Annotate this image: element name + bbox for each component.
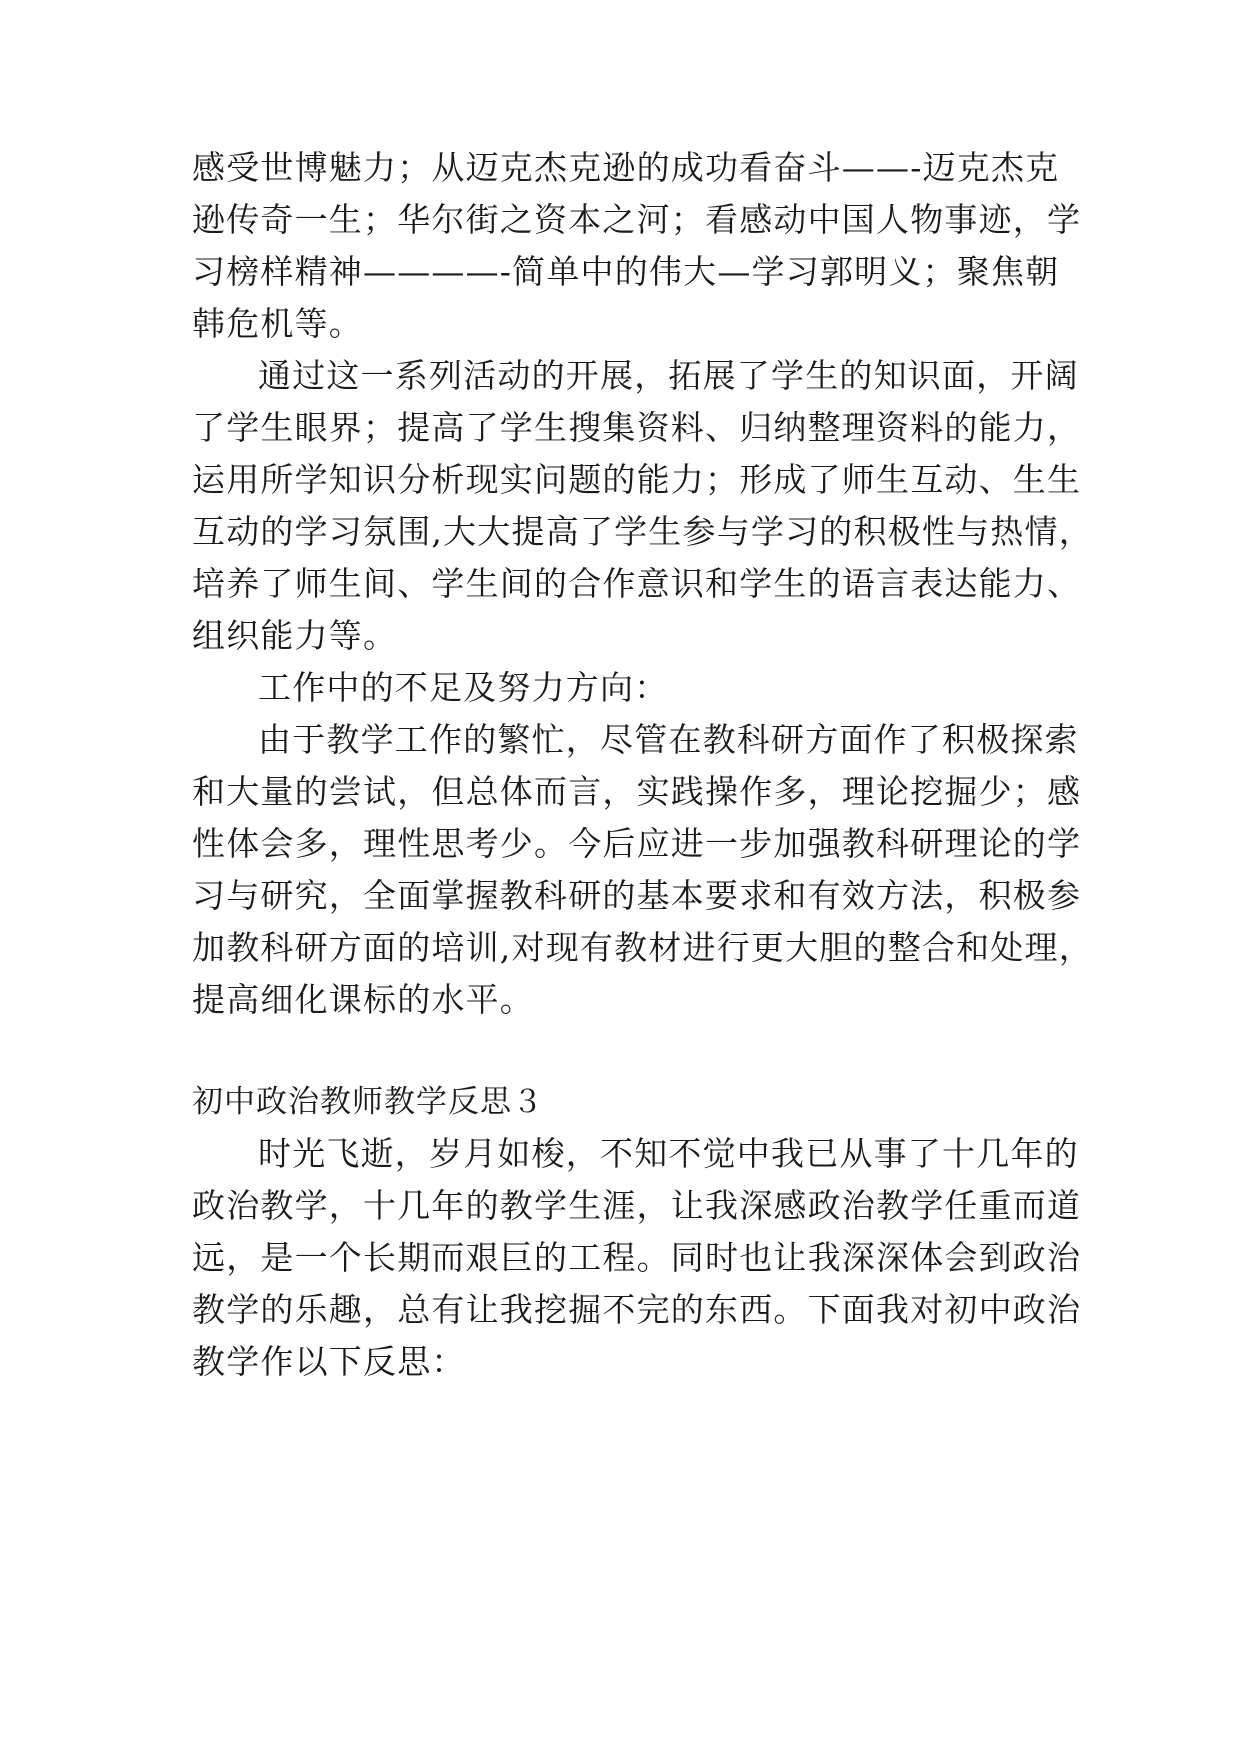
paragraph-5-line-1: 时光飞逝，岁月如梭，不知不觉中我已从事了十几年的 — [258, 1134, 1079, 1173]
paragraph-2-line-1: 通过这一系列活动的开展，拓展了学生的知识面，开阔 — [258, 356, 1079, 395]
paragraph-5-line-5: 教学作以下反思： — [192, 1342, 466, 1381]
paragraph-4-line-2: 和大量的尝试，但总体而言，实践操作多，理论挖掘少；感 — [192, 772, 1082, 811]
paragraph-2-line-5: 培养了师生间、学生间的合作意识和学生的语言表达能力、 — [192, 564, 1082, 603]
paragraph-1-line-4: 韩危机等。 — [192, 304, 363, 343]
paragraph-4-line-6: 提高细化课标的水平。 — [192, 980, 534, 1019]
paragraph-4-line-5: 加教科研方面的培训,对现有教材进行更大胆的整合和处理， — [192, 928, 1093, 967]
paragraph-1-line-3: 习榜样精神————-简单中的伟大—学习郭明义；聚焦朝 — [192, 252, 1060, 291]
paragraph-2-line-2: 了学生眼界；提高了学生搜集资料、归纳整理资料的能力， — [192, 408, 1082, 447]
paragraph-2-line-3: 运用所学知识分析现实问题的能力；形成了师生互动、生生 — [192, 460, 1082, 499]
paragraph-3-line-1: 工作中的不足及努力方向： — [258, 668, 669, 707]
paragraph-2-line-4: 互动的学习氛围,大大提高了学生参与学习的积极性与热情， — [192, 512, 1093, 551]
paragraph-4-line-3: 性体会多，理性思考少。今后应进一步加强教科研理论的学 — [192, 824, 1082, 863]
paragraph-1-line-2: 逊传奇一生；华尔街之资本之河；看感动中国人物事迹，学 — [192, 200, 1082, 239]
paragraph-5-line-2: 政治教学，十几年的教学生涯，让我深感政治教学任重而道 — [192, 1186, 1082, 1225]
paragraph-4-line-1: 由于教学工作的繁忙，尽管在教科研方面作了积极探索 — [258, 720, 1079, 759]
paragraph-2-line-6: 组织能力等。 — [192, 616, 398, 655]
section-heading: 初中政治教师教学反思３ — [192, 1084, 544, 1120]
paragraph-5-line-3: 远，是一个长期而艰巨的工程。同时也让我深深体会到政治 — [192, 1238, 1082, 1277]
paragraph-5-line-4: 教学的乐趣，总有让我挖掘不完的东西。下面我对初中政治 — [192, 1290, 1082, 1329]
paragraph-4-line-4: 习与研究，全面掌握教科研的基本要求和有效方法，积极参 — [192, 876, 1082, 915]
paragraph-1-line-1: 感受世博魅力；从迈克杰克逊的成功看奋斗——-迈克杰克 — [192, 148, 1060, 187]
